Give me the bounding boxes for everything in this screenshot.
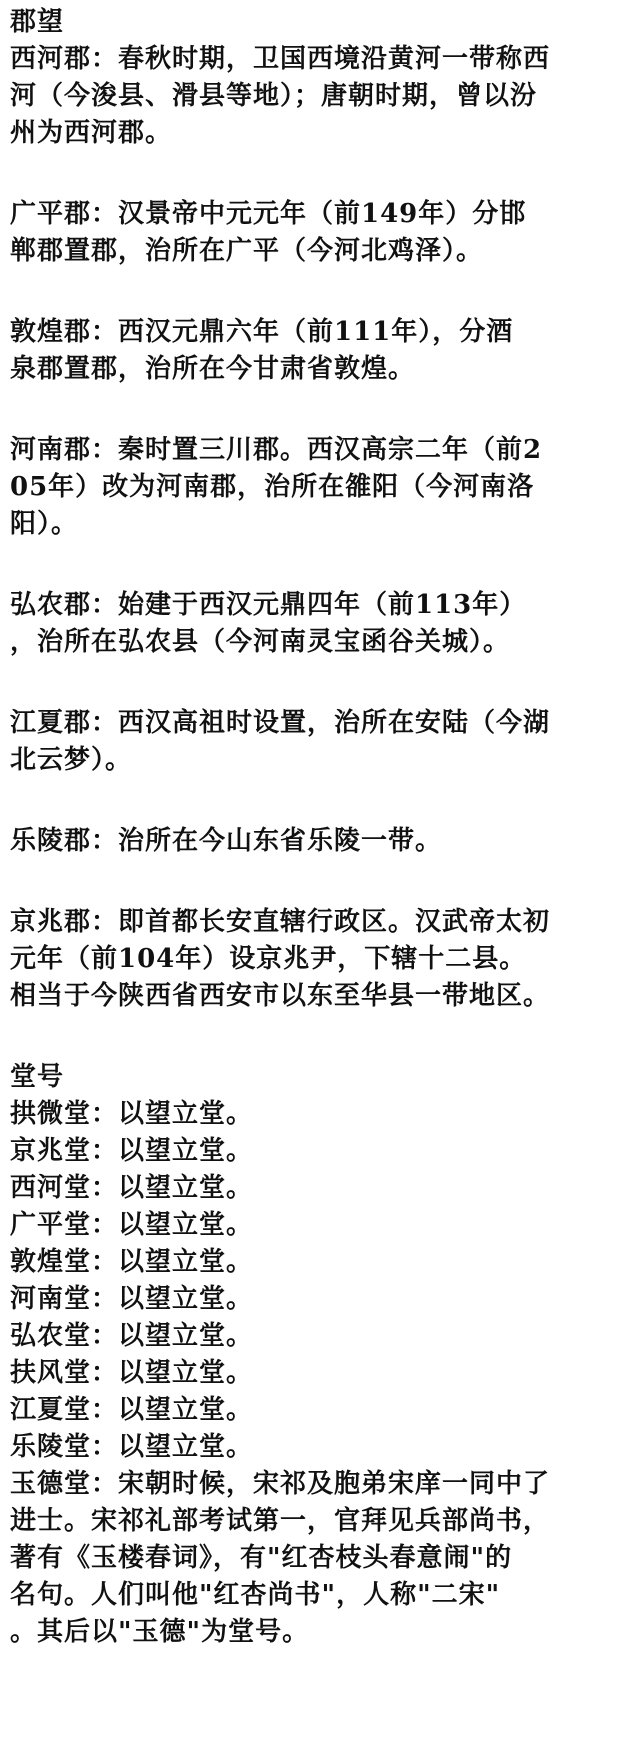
text-line: 北云梦）。 — [10, 745, 133, 775]
text-line: 名句。人们叫他"红杏尚书"，人称"二宋" — [10, 1580, 501, 1610]
text-line: 相当于今陕西省西安市以东至华县一带地区。 — [10, 981, 551, 1011]
entry-xihe — [10, 41, 636, 152]
spacer — [10, 152, 636, 196]
spacer — [10, 1015, 636, 1059]
hall-item: 敦煌堂：以望立堂。 — [10, 1247, 254, 1277]
spacer — [10, 388, 636, 432]
text-line: 江夏郡：西汉高祖时设置，治所在安陆（今湖 — [10, 708, 551, 738]
entry-henan — [10, 432, 636, 543]
text-line: ，治所在弘农县（今河南灵宝函谷关城）。 — [10, 627, 511, 657]
spacer — [10, 661, 636, 705]
text-line: 。其后以"玉德"为堂号。 — [10, 1617, 310, 1647]
text-line: 泉郡置郡，治所在今甘肃省敦煌。 — [10, 354, 416, 384]
text-line: 州为西河郡。 — [10, 118, 173, 148]
text-line: 玉德堂：宋朝时候，宋祁及胞弟宋庠一同中了 — [10, 1469, 551, 1499]
entry-jingzhao — [10, 904, 636, 1015]
hall-item: 乐陵堂：以望立堂。 — [10, 1432, 254, 1462]
text-line: 05年）改为河南郡，治所在雒阳（今河南洛 — [10, 472, 535, 502]
entry-yude-hall — [10, 1466, 636, 1651]
spacer — [10, 779, 636, 823]
text-line: 进士。宋祁礼部考试第一，官拜见兵部尚书， — [10, 1506, 551, 1536]
section-heading-tanghao: 堂号 — [10, 1062, 65, 1092]
hall-item: 京兆堂：以望立堂。 — [10, 1136, 254, 1166]
text-line: 乐陵郡：治所在今山东省乐陵一带。 — [10, 826, 443, 856]
spacer — [10, 543, 636, 587]
hall-item: 弘农堂：以望立堂。 — [10, 1321, 254, 1351]
hall-item: 广平堂：以望立堂。 — [10, 1210, 254, 1240]
section-heading-junwang: 郡望 — [10, 7, 65, 37]
hall-item: 西河堂：以望立堂。 — [10, 1173, 254, 1203]
hall-item: 河南堂：以望立堂。 — [10, 1284, 254, 1314]
spacer — [10, 270, 636, 314]
text-line: 弘农郡：始建于西汉元鼎四年（前113年） — [10, 590, 527, 620]
text-line: 京兆郡：即首都长安直辖行政区。汉武帝太初 — [10, 907, 551, 937]
text-line: 河南郡：秦时置三川郡。西汉高宗二年（前2 — [10, 435, 543, 465]
spacer — [10, 860, 636, 904]
entry-guangping — [10, 196, 636, 270]
hall-item: 扶风堂：以望立堂。 — [10, 1358, 254, 1388]
text-line: 敦煌郡：西汉元鼎六年（前111年），分酒 — [10, 317, 514, 347]
hall-list — [10, 1096, 636, 1466]
text-line: 西河郡：春秋时期，卫国西境沿黄河一带称西 — [10, 44, 551, 74]
text-line: 元年（前104年）设京兆尹，下辖十二县。 — [10, 944, 527, 974]
entry-leling — [10, 823, 636, 860]
text-line: 广平郡：汉景帝中元元年（前149年）分邯 — [10, 199, 527, 229]
text-line: 河（今浚县、滑县等地）；唐朝时期，曾以汾 — [10, 81, 538, 111]
entry-dunhuang — [10, 314, 636, 388]
text-line: 郸郡置郡，治所在广平（今河北鸡泽）。 — [10, 236, 484, 266]
entry-jiangxia — [10, 705, 636, 779]
document — [10, 4, 636, 1651]
hall-item: 拱微堂：以望立堂。 — [10, 1099, 254, 1129]
text-line: 阳）。 — [10, 509, 79, 539]
text-line: 著有《玉楼春词》，有"红杏枝头春意闹"的 — [10, 1543, 513, 1573]
entry-hongnong — [10, 587, 636, 661]
hall-item: 江夏堂：以望立堂。 — [10, 1395, 254, 1425]
